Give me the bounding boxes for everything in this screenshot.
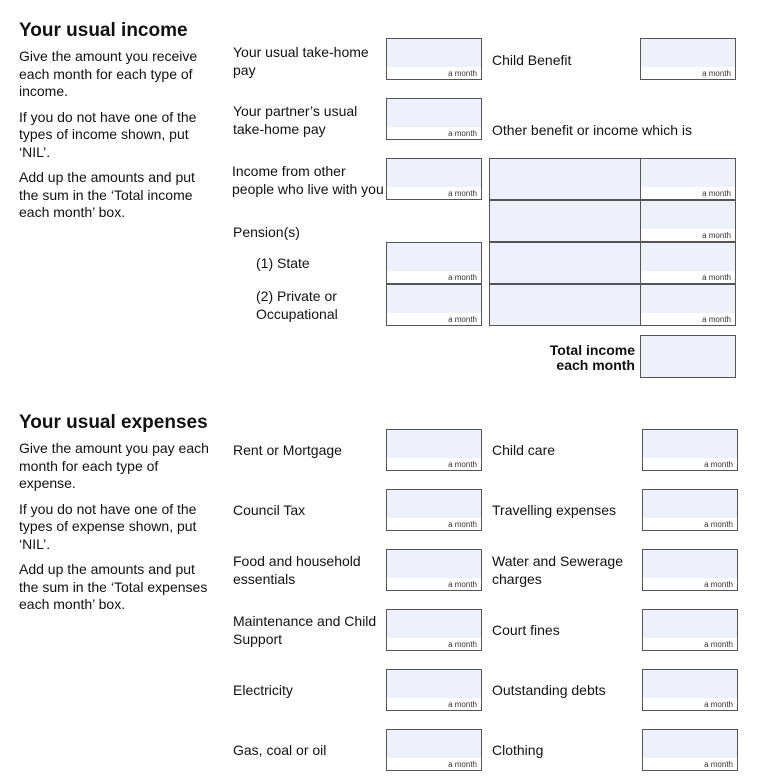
unit-label: a month: [702, 273, 731, 282]
expense-input[interactable]: [386, 609, 482, 651]
other-benefit-name-input[interactable]: [489, 284, 641, 326]
expense-input[interactable]: [386, 549, 482, 591]
unit-label: a month: [448, 189, 477, 198]
expense-input[interactable]: [642, 729, 738, 771]
take-home-input[interactable]: [386, 38, 482, 80]
unit-label: a month: [448, 640, 477, 649]
expense-label: Clothing: [492, 742, 544, 758]
expense-label: Council Tax: [233, 502, 306, 518]
label-pensions: Pension(s): [233, 224, 300, 240]
unit-label: a month: [702, 231, 731, 240]
expense-input[interactable]: [642, 549, 738, 591]
unit-label: a month: [448, 460, 477, 469]
total-income-label: Total income each month: [549, 342, 635, 373]
expense-label: Outstanding debts: [492, 682, 606, 698]
unit-label: a month: [448, 760, 477, 769]
unit-label: a month: [448, 69, 477, 78]
other-benefit-name-input[interactable]: [489, 158, 641, 200]
unit-label: a month: [448, 580, 477, 589]
total-income-input[interactable]: [640, 335, 736, 378]
unit-label: a month: [704, 520, 733, 529]
partner-input[interactable]: [386, 98, 482, 140]
unit-label: a month: [704, 760, 733, 769]
expense-input[interactable]: [642, 669, 738, 711]
label-other-benefit: Other benefit or income which is: [492, 122, 692, 138]
unit-label: a month: [448, 129, 477, 138]
other-benefit-amount-input[interactable]: [640, 284, 736, 326]
other-benefit-name-input[interactable]: [489, 200, 641, 242]
expenses-help: [19, 440, 214, 622]
label-private: [256, 287, 366, 323]
expense-input[interactable]: [642, 609, 738, 651]
private-pension-input[interactable]: [386, 284, 482, 326]
expense-input[interactable]: [642, 489, 738, 531]
expense-label: Food and household essentials: [233, 553, 361, 587]
expense-input[interactable]: [386, 429, 482, 471]
expense-label: Electricity: [233, 682, 293, 698]
unit-label: a month: [704, 460, 733, 469]
expense-label: Water and Sewerage charges: [492, 553, 623, 587]
unit-label: a month: [704, 700, 733, 709]
expense-input[interactable]: [642, 429, 738, 471]
unit-label: a month: [448, 273, 477, 282]
expense-label: Gas, coal or oil: [233, 742, 327, 758]
expense-label: Travelling expenses: [492, 502, 616, 518]
expense-label: Child care: [492, 442, 556, 458]
help-text: Give the amount you receive each month for each type of income.: [19, 48, 198, 99]
unit-label: a month: [702, 189, 731, 198]
label-other-people: Income from other people who live with you: [232, 163, 384, 197]
help-text: Give the amount you pay each month for each type of expense.: [19, 440, 209, 491]
other-benefit-amount-input[interactable]: [640, 242, 736, 284]
help-text: Add up the amounts and put the sum in the ‘Total expenses each month’ box.: [19, 561, 208, 612]
unit-label: a month: [704, 580, 733, 589]
label-state: (1) State: [256, 255, 310, 271]
state-pension-input[interactable]: [386, 242, 482, 284]
other-people-input[interactable]: [386, 158, 482, 200]
label-private-text: (2) Private or Occupational: [256, 288, 338, 322]
unit-label: a month: [704, 640, 733, 649]
help-text: If you do not have one of the types of income shown, put ‘NIL’.: [19, 108, 197, 160]
expense-label: Court fines: [492, 622, 560, 638]
unit-label: a month: [702, 315, 731, 324]
unit-label: a month: [448, 520, 477, 529]
label-child-benefit: Child Benefit: [492, 52, 572, 68]
other-benefit-name-input[interactable]: [489, 242, 641, 284]
expense-input[interactable]: [386, 669, 482, 711]
expense-input[interactable]: [386, 489, 482, 531]
expense-input[interactable]: [386, 729, 482, 771]
unit-label: a month: [448, 700, 477, 709]
expenses-title: Your usual expenses: [19, 412, 208, 433]
label-partner: Your partner’s usual take-home pay: [233, 103, 358, 137]
unit-label: a month: [448, 315, 477, 324]
expense-label: Maintenance and Child Support: [233, 613, 377, 647]
income-title: Your usual income: [19, 20, 188, 41]
child-benefit-input[interactable]: [640, 38, 736, 80]
expense-label: Rent or Mortgage: [233, 442, 342, 458]
help-text: Add up the amounts and put the sum in the ‘Total income each month’ box.: [19, 169, 195, 220]
other-benefit-amount-input[interactable]: [640, 200, 736, 242]
other-benefit-amount-input[interactable]: [640, 158, 736, 200]
unit-label: a month: [702, 69, 731, 78]
income-help: [19, 48, 214, 230]
help-text: If you do not have one of the types of expense shown, put ‘NIL’.: [19, 500, 197, 552]
label-take-home: Your usual take-home pay: [233, 44, 369, 78]
